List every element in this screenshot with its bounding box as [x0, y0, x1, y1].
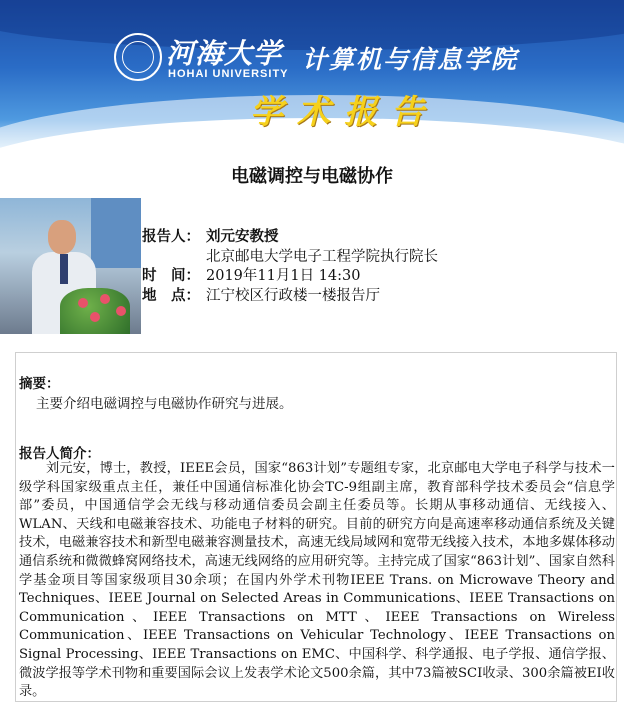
university-seal-icon [114, 33, 162, 81]
college-name: 计算机与信息学院 [302, 45, 519, 74]
university-name-en: HOHAI UNIVERSITY [168, 68, 289, 80]
speaker-photo [0, 198, 141, 334]
place-label: 地 点： [142, 287, 200, 304]
time-label: 时 间： [142, 268, 200, 284]
abstract-text: 主要介绍电磁调控与电磁协作研究与进展。 [36, 396, 293, 412]
talk-title: 电磁调控与电磁协作 [231, 166, 393, 187]
bio-label: 报告人简介： [19, 446, 100, 462]
speaker-label: 报告人： [142, 229, 200, 245]
talk-place: 江宁校区行政楼一楼报告厅 [206, 287, 380, 304]
speaker-name: 刘元安教授 [206, 229, 279, 245]
header-banner [0, 0, 624, 150]
academic-report-heading: 学术报告 [250, 92, 438, 131]
talk-time: 2019年11月1日 14:30 [206, 268, 361, 284]
speaker-affiliation: 北京邮电大学电子工程学院执行院长 [206, 248, 438, 265]
bio-text: 刘元安，博士，教授，IEEE会员，国家“863计划”专题组专家，北京邮电大学电子科学与技术一级学科国家级重点主任，兼任中国通信标准化协会TC-9组副主席，教育部科学技术委员会“信息学部”委员，中国通信学会无线与移动通信委员会副主任委员等。长期从事移动通信、无线接入、WLAN、天线和电磁兼容技术、功能电子材料的研究。目前的研究方向是高速率移动通信系统及关键技术，电磁兼容技术和新型电磁兼容测量技术，高速无线局域网和宽带无线接入技术，本地多媒体移动通信系统和微微蜂窝网络技术，高速无线网络的应用研究等。主持完成了国家“863计划”、国家自然科学基金项目等国家级项目30余项；在国内外学术刊物IEEE Trans. on Microwave Theory and Techniques、IEEE Journal on Selected Areas in Communications、IEEE Transactions on Communication、IEEE Transactions on MTT、IEEE Transactions on Wireless Communication、IEEE Transactions on Vehicular Technology、IEEE Transactions on Signal Processing、IEEE Transactions on EMC、中国科学、科学通报、电子学报、通信学报、微波学报等学术刊物和重要国际会议上发表学术论文500余篇，其中73篇被SCI收录、300余篇被EI收录。 [19, 461, 615, 700]
university-name-cn: 河海大学 [166, 37, 283, 70]
abstract-label: 摘要： [19, 376, 60, 392]
